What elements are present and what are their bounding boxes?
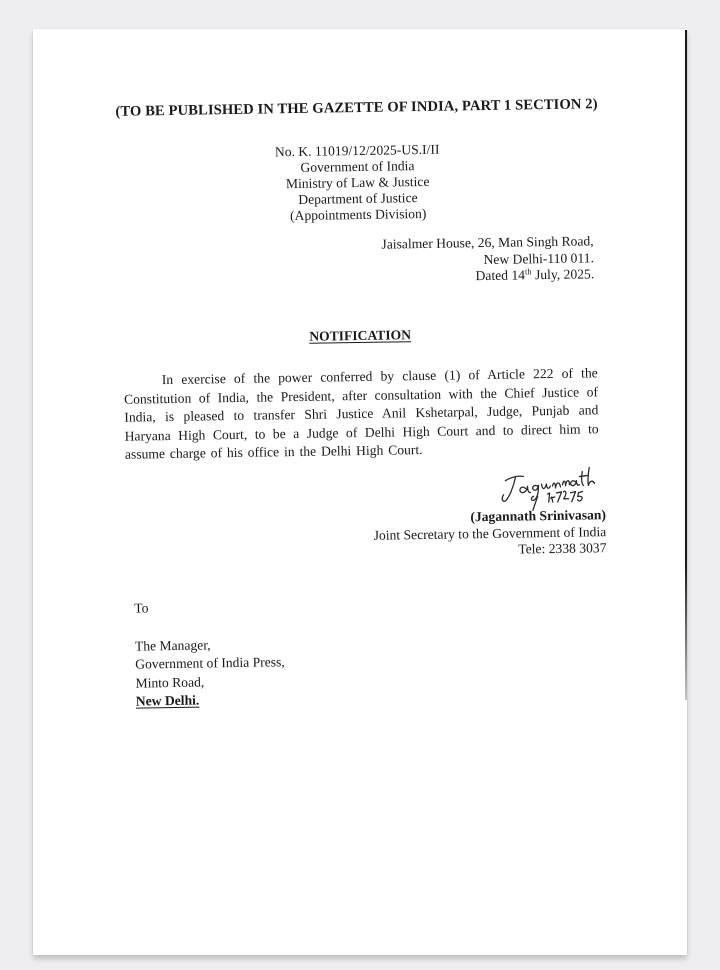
notification-title-text: NOTIFICATION [309, 327, 412, 344]
handwritten-signature [497, 465, 598, 513]
reference-block [30, 138, 685, 229]
recipient-line-1: The Manager, [134, 637, 211, 654]
dated-ordinal: th [524, 266, 532, 277]
department-name: Department of Justice [298, 190, 418, 208]
signatory-name: (Jagannath Srinivasan) [470, 507, 607, 525]
dated-suffix: July, 2025. [531, 266, 595, 283]
recipient-to: To [134, 600, 149, 616]
reference-number: No. K. 11019/12/2025-US.I/II [274, 141, 440, 160]
notification-title [33, 323, 687, 349]
address-line-1: Jaisalmer House, 26, Man Singh Road, [381, 233, 594, 252]
gazette-heading: (TO BE PUBLISHED IN THE GAZETTE OF INDIA, PART 1 SECTION 2) [115, 96, 598, 120]
place-date-block [381, 233, 594, 286]
document-content [28, 24, 696, 960]
dated-prefix: Dated 14 [475, 267, 526, 284]
ministry-name: Ministry of Law & Justice [285, 174, 430, 192]
recipient-line-3: Minto Road, [135, 674, 205, 691]
signatory-designation: Joint Secretary to the Government of India [373, 523, 607, 543]
notification-body: In exercise of the power conferred by clause (1) of Article 222 of the Constitution of India, the President, after consultation with the Chief Justice of India, is pleased to transfer Shri Justice Anil Kshetarpal, Judge, Punjab and Haryana High Court, to be a Judge of Delhi High Court and to direct him to assume charge of his office in the Delhi High Court. [123, 365, 599, 462]
signatory-block [373, 507, 606, 560]
signatory-telephone: Tele: 2338 3037 [518, 540, 607, 557]
document-page [33, 29, 687, 955]
recipient-line-4: New Delhi. [135, 692, 200, 709]
address-line-2: New Delhi-110 011. [483, 249, 595, 267]
recipient-line-2: Government of India Press, [135, 654, 285, 672]
dated-line [382, 266, 594, 286]
recipient-block [134, 597, 285, 710]
government-name: Government of India [300, 158, 415, 176]
division-name: (Appointments Division) [289, 206, 427, 224]
